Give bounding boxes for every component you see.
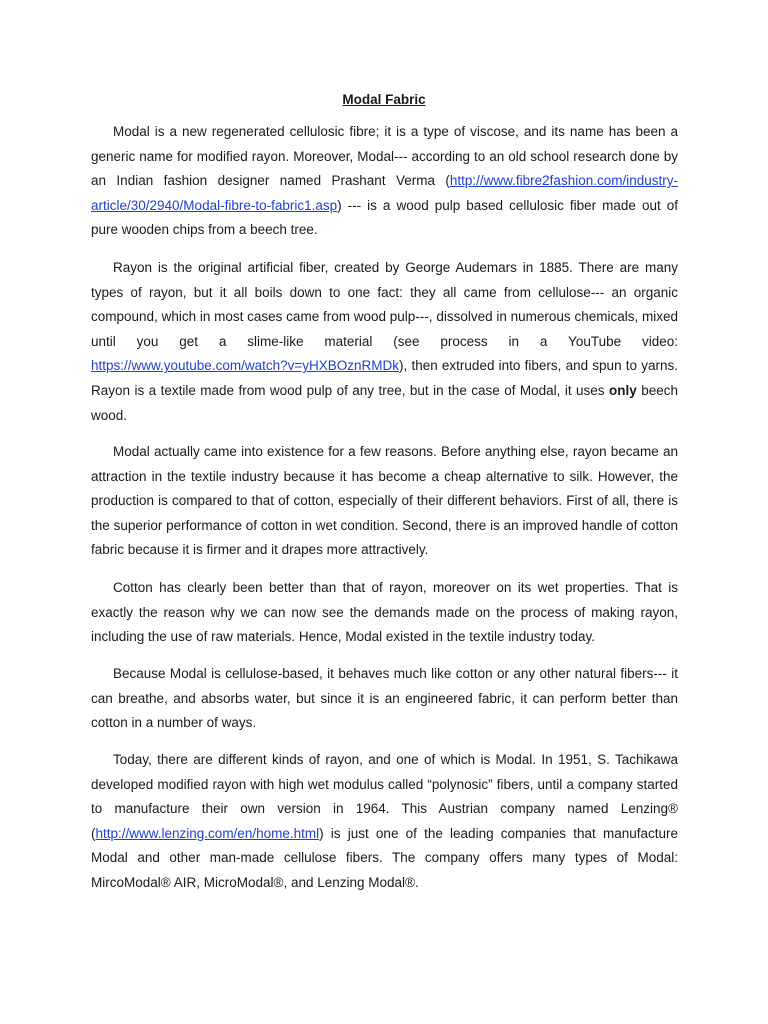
paragraph-5 (91, 662, 678, 736)
paragraph-text: Because Modal is cellulose-based, it behaves much like cotton or any other natural fibers--- it can breathe, and absorbs water, but since it is an engineered fabric, it can perform better than cotton in a number of ways. (91, 666, 678, 731)
paragraph-6 (91, 748, 678, 896)
paragraph-text: ) --- is a wood pulp based cellulosic fiber made out of pure wooden chips from a beech tree. (91, 197, 678, 238)
paragraph-text: Modal actually came into existence for a few reasons. Before anything else, rayon became an attraction in the textile industry because it has become a cheap alternative to silk. However, the production is compared to that of cotton, especially of their different behaviors. First of all, there is the superior performance of cotton in wet condition. Second, there is an improved handle of cotton fabric because it is firmer and it drapes more attractively. (91, 444, 678, 558)
paragraph-2 (91, 256, 678, 428)
paragraph-text: Rayon is the original artificial fiber, created by George Audemars in 1885. There are many types of rayon, but it all boils down to one fact: they all came from cellulose--- an organic compound, which in most cases came from wood pulp---, dissolved in numerous chemicals, mixed until you get a slime-like material (see process in a YouTube video: (91, 260, 678, 349)
document-title: Modal Fabric (342, 92, 426, 107)
paragraph-text: Today, there are different kinds of rayon, and one of which is Modal. In 1951, S. Tachikawa developed modified rayon with high wet modulus called “polynosic” fibers, until a company started to manufacture their own version in 1964. This Austrian company named Lenzing® ( (91, 752, 678, 841)
fibre2fashion-link[interactable]: http://www.fibre2fashion.com/industry-article/30/2940/Modal-fibre-to-fabric1.asp (91, 173, 678, 213)
bold-emphasis: only (609, 382, 637, 398)
youtube-link[interactable]: https://www.youtube.com/watch?v=yHXBOznRMDk (91, 358, 399, 374)
paragraph-4 (91, 576, 678, 650)
paragraph-text: Cotton has clearly been better than that of rayon, moreover on its wet properties. That is exactly the reason why we can now see the demands made on the process of making rayon, including the use of raw materials. Hence, Modal existed in the textile industry today. (91, 580, 678, 645)
paragraph-1 (91, 120, 678, 243)
paragraph-3 (91, 440, 678, 563)
paragraph-text: Modal is a new regenerated cellulosic fibre; it is a type of viscose, and its name has been a generic name for modified rayon. Moreover, Modal--- according to an old school research done by an Indian fashion designer named Prashant Verma ( (91, 124, 678, 189)
paragraph-text: ) is just one of the leading companies that manufacture Modal and other man-made cellulose fibers. The company offers many types of Modal: MircoModal® AIR, MicroModal®, and Lenzing Modal®. (91, 825, 678, 890)
paragraph-text: ), then extruded into fibers, and spun to yarns. Rayon is a textile made from wood pulp of any tree, but in the case of Modal, it uses (91, 358, 678, 398)
lenzing-link[interactable]: http://www.lenzing.com/en/home.html (95, 825, 320, 841)
paragraph-text: beech wood. (91, 382, 678, 423)
